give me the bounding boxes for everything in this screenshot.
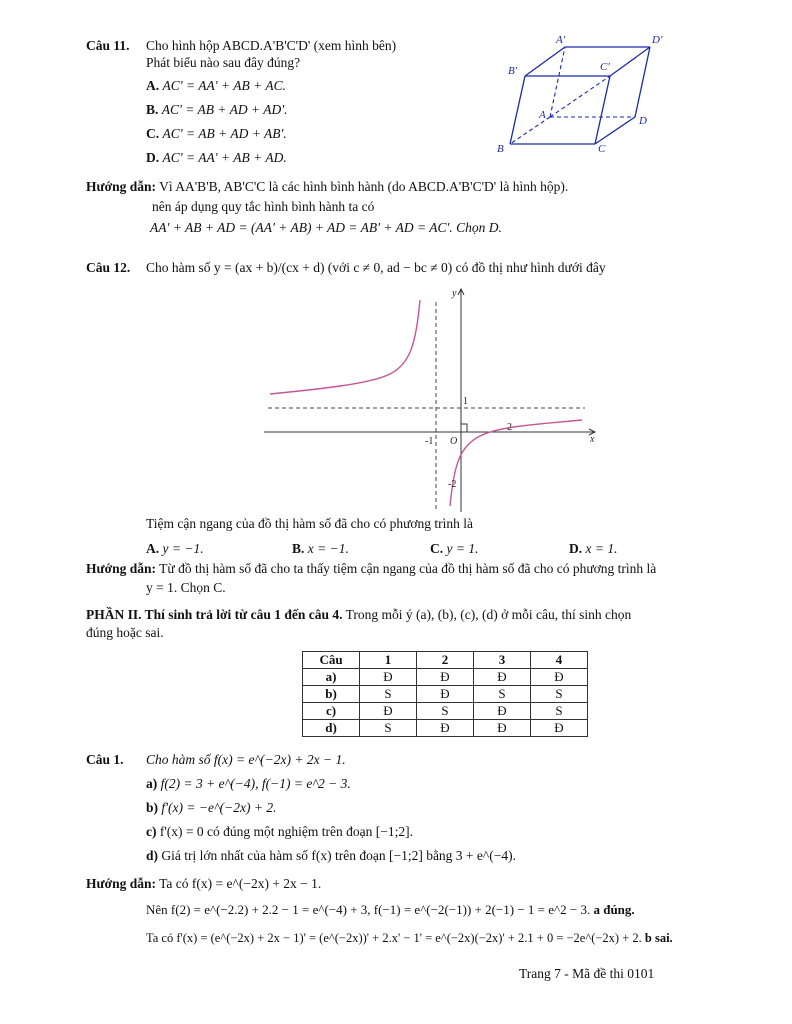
q12-option-d: D. x = 1.: [569, 541, 618, 556]
page-footer: Trang 7 - Mã đề thi 0101: [519, 966, 655, 981]
q1-guide-line2: Nên f(2) = e^(−2.2) + 2.2 − 1 = e^(−4) + 3, f(−1) = e^(−2(−1)) + 2(−1) − 1 = e^2 − 3. a đúng.: [146, 902, 635, 917]
table-cell: S: [531, 703, 588, 720]
parallelepiped-figure: [490, 28, 680, 158]
table-cell: c): [303, 703, 360, 720]
part2-heading-line2: đúng hoặc sai.: [86, 625, 164, 640]
table-cell: Đ: [360, 669, 417, 686]
answer-table: [302, 651, 588, 737]
q1-guide-line1: Hướng dẫn: Ta có f(x) = e^(−2x) + 2x − 1.: [86, 876, 322, 891]
q11-label: Câu 11.: [86, 38, 130, 53]
left-branch: [270, 300, 420, 394]
table-cell: Đ: [417, 720, 474, 737]
table-cell: Đ: [474, 720, 531, 737]
q12-label: Câu 12.: [86, 260, 131, 275]
q12-question: Tiệm cận ngang của đồ thị hàm số đã cho có phương trình là: [146, 516, 474, 531]
table-cell: b): [303, 686, 360, 703]
header-cell: 4: [531, 652, 588, 669]
right-branch: [450, 420, 582, 506]
label-a1: A': [556, 34, 566, 46]
q1-stem: Cho hàm số f(x) = e^(−2x) + 2x − 1.: [146, 752, 346, 767]
q11-guide-line3: AA' + AB + AD = (AA' + AB) + AD = AB' + AD = AC'. Chọn D.: [150, 220, 502, 235]
table-cell: Đ: [474, 703, 531, 720]
q11-guide-line1: Hướng dẫn: Vì AA'B'B, AB'C'C là các hình bình hành (do ABCD.A'B'C'D' là hình hộp).: [86, 179, 569, 194]
edge-d1-d: [635, 47, 650, 117]
label-d: D: [639, 115, 647, 127]
label-b: B: [497, 143, 504, 155]
table-cell: d): [303, 720, 360, 737]
q1-item-d: d) Giá trị lớn nhất của hàm số f(x) trên đoạn [−1;2] bằng 3 + e^(−4).: [146, 848, 516, 863]
tick-label-minus2: -2: [448, 479, 457, 490]
table-cell: S: [531, 686, 588, 703]
origin-corner-mark: [461, 424, 467, 432]
table-row: [303, 720, 588, 737]
q12-option-c: C. y = 1.: [430, 541, 479, 556]
q12-guide-line1: Hướng dẫn: Từ đồ thị hàm số đã cho ta thấy tiệm cận ngang của đồ thị hàm số đã cho có phương trình là: [86, 561, 657, 576]
table-cell: Đ: [417, 669, 474, 686]
q1-label: Câu 1.: [86, 752, 124, 767]
q11-option-d: D. AC' = AA' + AB + AD.: [146, 150, 287, 165]
header-cell: 3: [474, 652, 531, 669]
q12-stem: Cho hàm số y = (ax + b)/(cx + d) (với c ≠ 0, ad − bc ≠ 0) có đồ thị như hình dưới đây: [146, 260, 606, 275]
q12-guide-line2: y = 1. Chọn C.: [146, 580, 226, 595]
table-cell: Đ: [531, 720, 588, 737]
q11-stem-line1: Cho hình hộp ABCD.A'B'C'D' (xem hình bên): [146, 38, 397, 53]
header-cell: 2: [417, 652, 474, 669]
table-cell: S: [417, 703, 474, 720]
table-row: [303, 669, 588, 686]
q11-stem-line2: Phát biểu nào sau đây đúng?: [146, 55, 301, 70]
edge-b1-b: [510, 76, 525, 144]
q11-guide-line2: nên áp dụng quy tắc hình bình hành ta có: [152, 199, 375, 214]
q1-item-b: b) f'(x) = −e^(−2x) + 2.: [146, 800, 277, 815]
tick-label-1: 1: [463, 396, 468, 407]
hidden-edge-a-b: [510, 117, 550, 144]
table-cell: Đ: [417, 686, 474, 703]
label-c1: C': [600, 61, 610, 73]
q11-option-b: B. AC' = AB + AD + AD'.: [146, 102, 288, 117]
edge-c-d: [595, 117, 635, 144]
q1-item-c: c) f'(x) = 0 có đúng một nghiệm trên đoạn [−1;2].: [146, 824, 413, 839]
table-cell: Đ: [360, 703, 417, 720]
table-cell: Đ: [531, 669, 588, 686]
table-row: [303, 703, 588, 720]
table-cell: S: [360, 686, 417, 703]
header-cell: Câu: [303, 652, 360, 669]
edge-c1-d1: [610, 47, 650, 76]
tick-label-2: 2: [507, 422, 512, 433]
edge-c1-c: [595, 76, 610, 144]
hyperbola-graph: [260, 284, 600, 516]
label-d1: D': [652, 34, 663, 46]
edge-b1-a1: [525, 47, 565, 76]
q1-guide-line3: Ta có f'(x) = (e^(−2x) + 2x − 1)' = (e^(−2x))' + 2.x' − 1' = e^(−2x)(−2x)' + 2.1 + 0 = −2e^(−2x) + 2. b sai.: [146, 931, 673, 945]
answer-table-header: [303, 652, 588, 669]
label-b1: B': [508, 65, 518, 77]
table-row: [303, 686, 588, 703]
table-cell: S: [474, 686, 531, 703]
q11-option-a: A. AC' = AA' + AB + AC.: [146, 78, 286, 93]
y-axis-label: y: [452, 288, 457, 299]
table-cell: a): [303, 669, 360, 686]
table-cell: Đ: [474, 669, 531, 686]
header-cell: 1: [360, 652, 417, 669]
diagonal-a-c1: [550, 76, 610, 117]
q12-option-b: B. x = −1.: [292, 541, 349, 556]
origin-label: O: [450, 436, 458, 447]
x-axis-label: x: [590, 434, 595, 445]
hidden-edge-a-a1: [550, 47, 565, 117]
part2-heading-line1: PHẦN II. Thí sinh trả lời từ câu 1 đến câu 4. Trong mỗi ý (a), (b), (c), (d) ở mỗi câu, thí sinh chọn: [86, 607, 632, 622]
q12-option-a: A. y = −1.: [146, 541, 204, 556]
tick-label-minus1: -1: [425, 436, 434, 447]
q11-option-c: C. AC' = AB + AD + AB'.: [146, 126, 287, 141]
table-cell: S: [360, 720, 417, 737]
label-a: A: [539, 109, 546, 121]
label-c: C: [598, 143, 606, 155]
q1-item-a: a) f(2) = 3 + e^(−4), f(−1) = e^2 − 3.: [146, 776, 351, 791]
